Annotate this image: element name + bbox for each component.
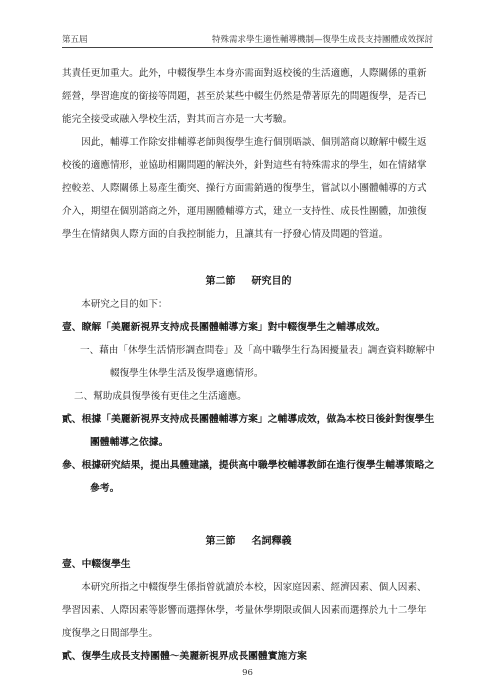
term-item [62, 553, 435, 576]
paragraph: 本研究所指之中輟復學生係指曾就讀於本校，因家庭因素、經濟因素、個人因素、學習因素、人際因素等影響而選擇休學，考量休學期限或個人因素而選擇於九十二學年度復學之日間部學生。 [62, 582, 427, 639]
item-label: 貳、 [62, 651, 82, 662]
term-item [62, 645, 435, 668]
purpose-subitem [62, 339, 435, 385]
item-text: 中輟復學生 [81, 559, 131, 570]
section-number: 第三節 [205, 536, 236, 547]
section-title: 名詞釋義 [251, 536, 292, 547]
section-heading [62, 270, 435, 293]
purpose-item [62, 408, 435, 454]
item-label: 二、 [74, 391, 94, 402]
header-left: 第五屆 [62, 35, 88, 45]
page-content [62, 62, 435, 668]
purpose-intro: 本研究之目的如下： [81, 299, 168, 310]
item-text: 根據研究結果，提出具體建議，提供高中職學校輔導教師在進行復學生輔導策略之參考。 [81, 460, 435, 494]
purpose-item [62, 454, 435, 500]
section-number: 第二節 [205, 276, 236, 287]
section-title: 研究目的 [251, 276, 292, 287]
running-header [62, 33, 433, 48]
section-heading [62, 530, 435, 553]
item-label: 參、 [62, 460, 82, 471]
page-number: 96 [242, 668, 253, 678]
item-label: 壹、 [62, 559, 82, 570]
item-label: 壹、 [62, 322, 82, 333]
item-label: 貳、 [62, 414, 82, 425]
item-text: 根據「美麗新視界支持成長團體輔導方案」之輔導成效，做為本校日後針對復學生團體輔導之依據。 [81, 414, 435, 448]
item-text: 復學生成長支持團體～美麗新視界成長團體實施方案 [81, 651, 307, 662]
header-right: 特殊需求學生適性輔導機制—復學生成長支持團體成效探討 [211, 35, 433, 45]
paragraph: 因此，輔導工作除安排輔導老師與復學生進行個別晤談、個別諮商以瞭解中輟生返校後的適應情形，並協助相關問題的解決外，針對這些有特殊需求的學生，如在情緒掌控較差、人際關係上易產生衝突、操行方面需銷過的復學生，嘗試以小團體輔導的方式介入，期望在個別諮商之外，運用團體輔導方式，建立一支持性、成長性團體，加強復學生在情緒與人際方面的自我控制能力，且讓其有一抒發心情及問題的管道。 [62, 137, 427, 240]
purpose-item [62, 316, 435, 339]
purpose-subitem [62, 385, 435, 408]
item-label: 一、 [80, 345, 100, 356]
paragraph: 其責任更加重大。此外，中輟復學生本身亦需面對返校後的生活適應，人際關係的重新經營，學習進度的銜接等問題，甚至於某些中輟生仍然是帶著原先的問題復學，是否已能完全接受或融入學校生活，對其而言亦是一大考驗。 [62, 68, 427, 125]
item-text: 幫助成員復學後有更佳之生活適應。 [93, 391, 247, 402]
item-text: 瞭解「美麗新視界支持成長團體輔導方案」對中輟復學生之輔導成效。 [81, 322, 386, 333]
item-text: 藉由「休學生活情形調查問卷」及「高中職學生行為困擾量表」調查資料瞭解中輟復學生休學生活及復學適應情形。 [99, 345, 435, 379]
